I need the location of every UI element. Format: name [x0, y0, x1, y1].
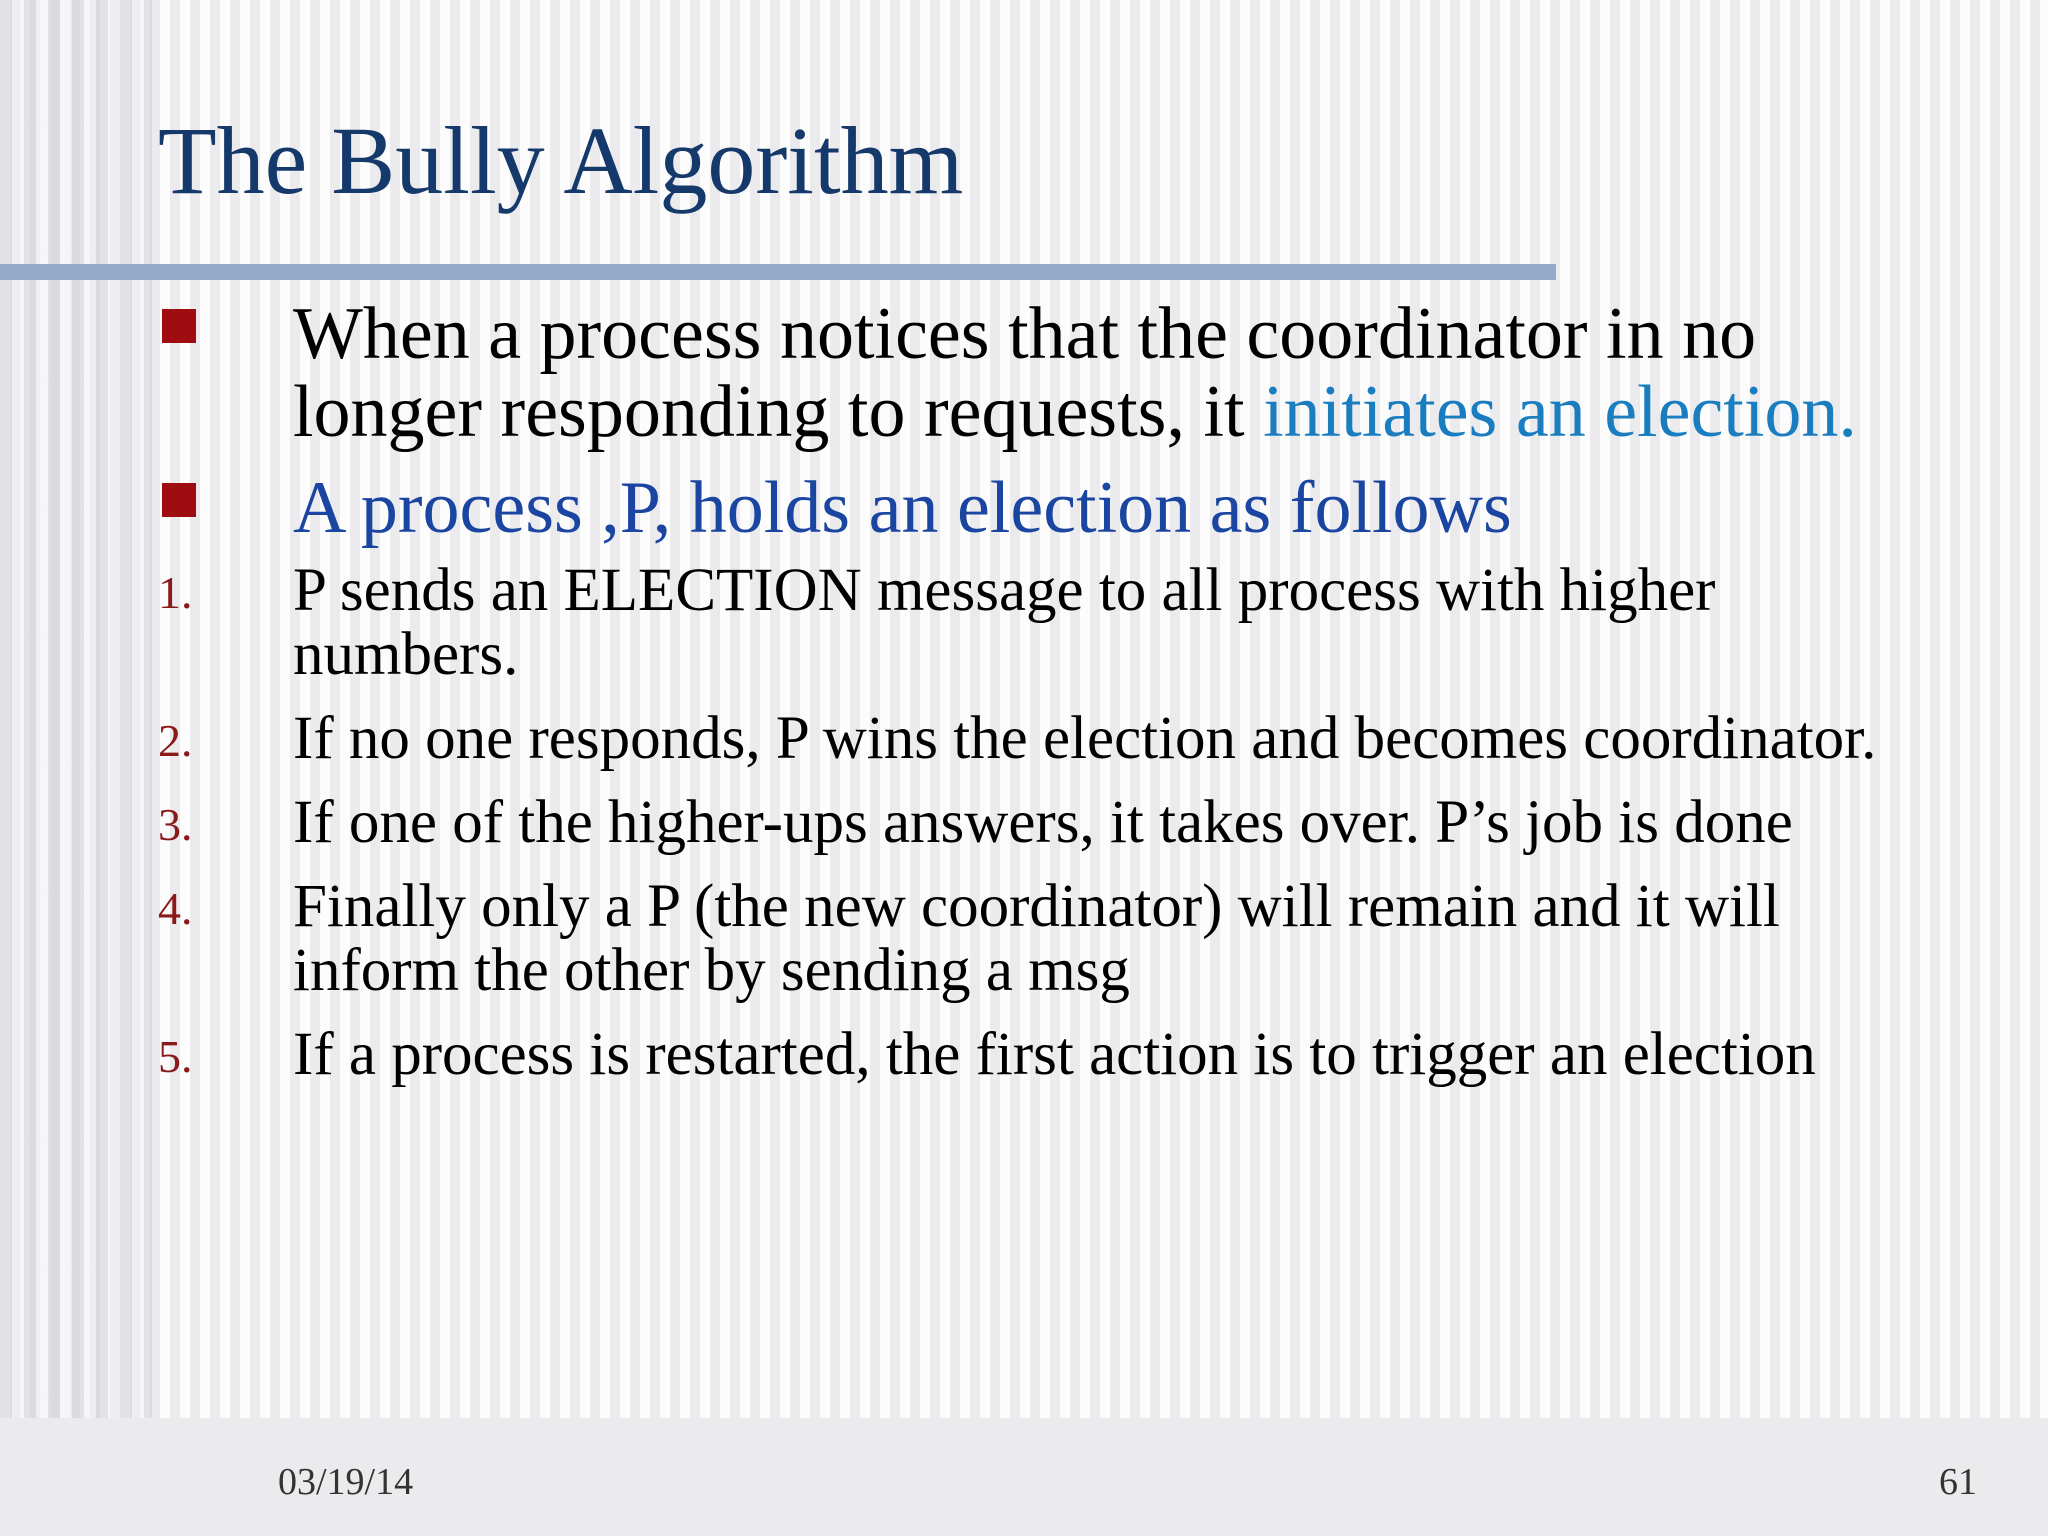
- step-text: P sends an ELECTION message to all process with higher numbers.: [293, 557, 1716, 688]
- step-item-1: [0, 559, 1933, 687]
- bullet-2-text: A process ,P, holds an election as follows: [293, 467, 1512, 549]
- step-text: If a process is restarted, the first action is to trigger an election: [293, 1021, 1816, 1088]
- step-number: 5.: [158, 1031, 193, 1082]
- slide-title: The Bully Algorithm: [158, 107, 964, 214]
- title-underline-rule: [0, 264, 1556, 280]
- step-text: If no one responds, P wins the election and becomes coordinator.: [293, 705, 1877, 772]
- step-number: 2.: [158, 715, 193, 766]
- step-text: Finally only a P (the new coordinator) will remain and it will inform the other by sending a msg: [293, 873, 1780, 1004]
- square-bullet-icon: [162, 309, 196, 343]
- step-item-2: [0, 707, 1933, 771]
- square-bullet-icon: [162, 483, 196, 517]
- step-item-4: [0, 875, 1933, 1003]
- step-number: 4.: [158, 883, 193, 934]
- step-item-3: [0, 791, 1933, 855]
- bullet-item-2: [0, 469, 1933, 547]
- step-item-5: [0, 1023, 1933, 1087]
- bullet-item-1: [0, 295, 1933, 451]
- slide-content: [0, 295, 2048, 1087]
- step-number: 3.: [158, 799, 193, 850]
- step-text: If one of the higher-ups answers, it takes over. P’s job is done: [293, 789, 1793, 856]
- page-number: 61: [1939, 1461, 1977, 1503]
- bullet-1-text: When a process notices that the coordinator in no longer responding to requests, it: [293, 293, 1757, 453]
- bullet-1-highlight: initiates an election.: [1263, 371, 1857, 453]
- footer-date: 03/19/14: [278, 1461, 414, 1503]
- step-number: 1.: [158, 567, 193, 618]
